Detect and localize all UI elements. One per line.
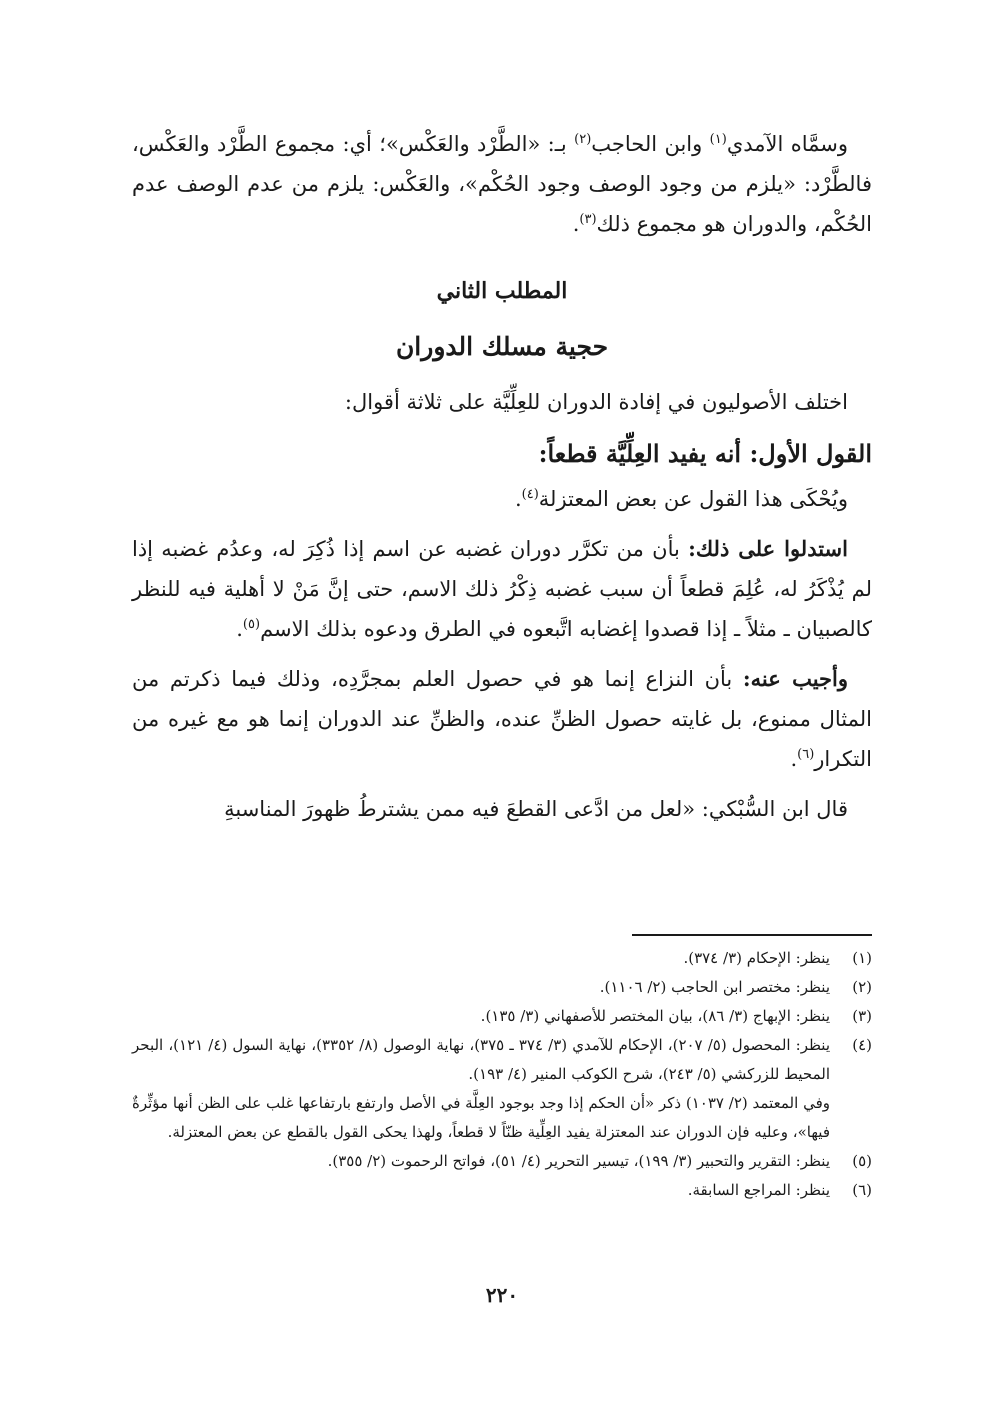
ujib-label: وأجيب عنه: bbox=[742, 666, 848, 691]
footnote-6 bbox=[132, 1176, 872, 1205]
yuhka-end: . bbox=[514, 487, 522, 511]
istadallu-end: . bbox=[236, 617, 243, 641]
footnote-4-continuation: وفي المعتمد (٢/ ١٠٣٧) ذكر «أن الحكم إذا وجد بوجود العِلَّة في الأصل وارتفع بارتفاعها غلب على الظن أنها مؤثِّرةٌ فيها»، وعليه فإن الدوران عند المعتزلة يفيد العِلِّية ظنّاً لا قطعاً، ولهذا يحكى القول بالقطع عن بعض المعتزلة. bbox=[132, 1094, 830, 1141]
footnote-3 bbox=[132, 1002, 872, 1031]
footnotes bbox=[132, 944, 872, 1205]
footnote-1 bbox=[132, 944, 872, 973]
paragraph-ikhtilaf: اختلف الأصوليون في إفادة الدوران للعِلِّيَّة على ثلاثة أقوال: bbox=[344, 390, 848, 414]
intro-paragraph bbox=[132, 124, 872, 244]
footnote-number: (٦) bbox=[852, 1181, 872, 1199]
page-number: ٢٢٠ bbox=[485, 1283, 519, 1307]
footnote-number: (٢) bbox=[852, 978, 872, 996]
qawl-awwal-label: القول الأول: bbox=[749, 439, 872, 468]
ujib-text: بأن النزاع إنما هو في حصول العلم بمجرَّدِه، وذلك فيما ذكرتم من المثال ممنوع، بل غايته حصول الظنِّ عنده، والظنِّ عند الدوران إنما هو مع غيره من التكرار bbox=[132, 667, 872, 771]
intro-text-end: . bbox=[572, 212, 580, 236]
footnote-number: (١) bbox=[852, 949, 872, 967]
footnote-text: ينظر: الإحكام (٣/ ٣٧٤). bbox=[683, 949, 830, 967]
footnote-text: ينظر: مختصر ابن الحاجب (٢/ ١١٠٦). bbox=[599, 978, 830, 996]
paragraph-qal: قال ابن السُّبْكي: «لعل من ادَّعى القطعَ فيه ممن يشترطُ ظهورَ المناسبةِ bbox=[224, 797, 848, 821]
footnote-ref-3[interactable]: (٣) bbox=[579, 212, 597, 227]
qawl-awwal-text: أنه يفيد العِلِّيَّة قطعاً: bbox=[538, 439, 750, 468]
istadallu-text: بأن من تكرَّر دوران غضبه عن اسم إذا ذُكِرَ له، وعدُم غضبه إذا لم يُذْكَرُ له، عُلِمَ قطعاً أن سبب غضبه ذِكْرُ ذلك الاسم، حتى إنَّ مَنْ لا أهلية فيه للنظر كالصبيان ـ مثلاً ـ إذا قصدوا إغضابه اتَّبعوه في الطرق ودعوه بذلك الاسم bbox=[132, 537, 872, 641]
footnote-ref-5[interactable]: (٥) bbox=[242, 617, 261, 632]
paragraph-qawl-awwal bbox=[132, 434, 872, 475]
intro-text-3: بـ: «الطَّرْد والعَكْس»؛ أي: مجموع الطَّرْد والعَكْس، فالطَّرْد: «يلزم من وجود الوصف وجود الحُكْم»، والعَكْس: يلزم من عدم الوصف عدم الحُكْم، والدوران هو مجموع ذلك bbox=[132, 132, 872, 236]
footnote-ref-2[interactable]: (٢) bbox=[574, 132, 592, 147]
footnote-divider bbox=[632, 934, 872, 936]
paragraph-istadallu bbox=[132, 529, 872, 649]
footnote-ref-1[interactable]: (١) bbox=[709, 132, 727, 147]
ujib-end: . bbox=[790, 747, 798, 771]
istadallu-label: استدلوا على ذلك: bbox=[688, 536, 848, 561]
footnote-text: ينظر: المحصول (٥/ ٢٠٧)، الإحكام للآمدي (٣/ ٣٧٤ ـ ٣٧٥)، نهاية الوصول (٨/ ٣٣٥٢)، نهاية السول (٤/ ١٢١)، البحر المحيط للزركشي (٥/ ٢٤٣)، شرح الكوكب المنير (٤/ ١٩٣). bbox=[132, 1036, 830, 1083]
footnote-ref-4[interactable]: (٤) bbox=[521, 487, 539, 502]
footnote-number: (٣) bbox=[852, 1007, 872, 1025]
section-heading: المطلب الثاني bbox=[436, 278, 568, 304]
footnote-number: (٤) bbox=[852, 1036, 872, 1054]
footnote-2 bbox=[132, 973, 872, 1002]
footnote-text: ينظر: التقرير والتحبير (٣/ ١٩٩)، تيسير التحرير (٤/ ٥١)، فواتح الرحموت (٢/ ٣٥٥). bbox=[327, 1152, 830, 1170]
footnote-4 bbox=[132, 1031, 872, 1089]
footnote-number: (٥) bbox=[852, 1152, 872, 1170]
intro-text-1: وسمَّاه الآمدي bbox=[726, 132, 848, 156]
paragraph-yuhka bbox=[132, 479, 872, 519]
footnote-5 bbox=[132, 1147, 872, 1176]
yuhka-text: ويُحْكَى هذا القول عن بعض المعتزلة bbox=[538, 487, 848, 511]
main-body bbox=[132, 382, 872, 829]
intro-text-2: وابن الحاجب bbox=[591, 132, 710, 156]
footnote-ref-6[interactable]: (٦) bbox=[797, 747, 815, 762]
footnote-text: ينظر: المراجع السابقة. bbox=[687, 1181, 830, 1199]
paragraph-ujib bbox=[132, 659, 872, 779]
section-title: حجية مسلك الدوران bbox=[395, 332, 609, 361]
footnote-text: ينظر: الإبهاج (٣/ ٨٦)، بيان المختصر للأصفهاني (٣/ ١٣٥). bbox=[480, 1007, 830, 1025]
